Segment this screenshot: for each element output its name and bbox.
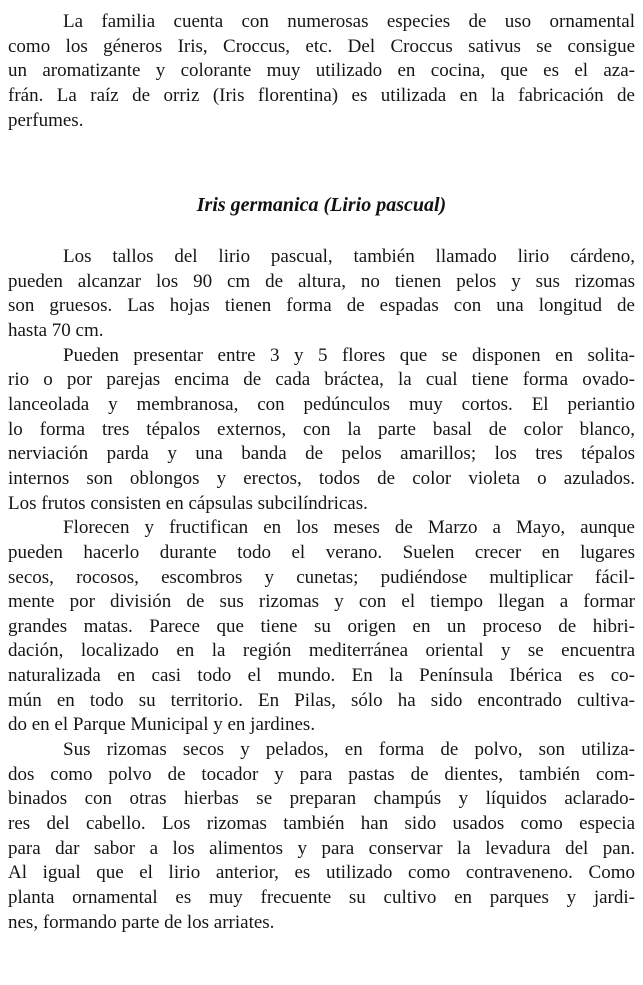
text-line: dación, localizado en la región mediterránea oriental y se encuentra — [8, 640, 635, 662]
text-line: mún en todo su territorio. En Pilas, sólo ha sido encontrado cultiva- — [8, 689, 635, 711]
text-line: frán. La raíz de orriz (Iris florentina) es utilizada en la fabricación de — [8, 84, 635, 106]
text-line: Pueden presentar entre 3 y 5 flores que se disponen en solita- — [63, 344, 635, 366]
body-paragraph-4 — [8, 738, 635, 935]
body-paragraph-3 — [8, 516, 635, 738]
text-line: do en el Parque Municipal y en jardines. — [8, 714, 316, 736]
text-line: son gruesos. Las hojas tienen forma de espadas con una longitud de — [8, 295, 635, 317]
text-line: planta ornamental es muy frecuente su cultivo en parques y jardi- — [8, 886, 635, 908]
text-line: pueden alcanzar los 90 cm de altura, no tienen pelos y sus rizomas — [8, 270, 635, 292]
text-line: perfumes. — [8, 109, 84, 131]
section-heading: Iris germanica (Lirio pascual) — [196, 194, 447, 217]
text-line: binados con otras hierbas se preparan champús y líquidos aclarado- — [8, 788, 635, 810]
body-paragraph-1 — [8, 245, 635, 344]
text-line: como los géneros Iris, Croccus, etc. Del Croccus sativus se consigue — [8, 35, 635, 57]
text-line: Sus rizomas secos y pelados, en forma de polvo, son utiliza- — [63, 739, 635, 761]
text-line: dos como polvo de tocador y para pastas de dientes, también com- — [8, 763, 635, 785]
text-line: Florecen y fructifican en los meses de Marzo a Mayo, aunque — [63, 517, 635, 539]
text-line: lo forma tres tépalos externos, con la parte basal de color blanco, — [8, 418, 635, 440]
text-line: mente por división de sus rizomas y con el tiempo llegan a formar — [8, 591, 635, 613]
text-line: rio o por parejas encima de cada bráctea, la cual tiene forma ovado- — [8, 369, 635, 391]
text-line: para dar sabor a los alimentos y para conservar la levadura del pan. — [8, 837, 635, 859]
body-paragraph-2 — [8, 344, 635, 516]
intro-paragraph — [8, 10, 635, 133]
text-line: lanceolada y membranosa, con pedúnculos muy cortos. El periantio — [8, 394, 635, 416]
text-line: nerviación parda y una banda de pelos amarillos; los tres tépalos — [8, 443, 635, 465]
text-line: pueden hacerlo durante todo el verano. Suelen crecer en lugares — [8, 541, 635, 563]
text-line: Al igual que el lirio anterior, es utilizado como contraveneno. Como — [8, 862, 635, 884]
text-line: grandes matas. Parece que tiene su origen en un proceso de hibri- — [8, 615, 635, 637]
text-line: nes, formando parte de los arriates. — [8, 911, 275, 933]
text-line: Los tallos del lirio pascual, también llamado lirio cárdeno, — [63, 246, 635, 268]
text-line: Los frutos consisten en cápsulas subcilíndricas. — [8, 492, 368, 514]
text-line: un aromatizante y colorante muy utilizado en cocina, que es el aza- — [8, 60, 635, 82]
text-line: naturalizada en casi todo el mundo. En la Península Ibérica es co- — [8, 665, 635, 687]
text-line: internos son oblongos y erectos, todos de color violeta o azulados. — [8, 467, 635, 489]
text-line: res del cabello. Los rizomas también han sido usados como especia — [8, 812, 635, 834]
text-line: secos, rocosos, escombros y cunetas; pudiéndose multiplicar fácil- — [8, 566, 635, 588]
text-line: hasta 70 cm. — [8, 320, 104, 342]
text-line: La familia cuenta con numerosas especies de uso ornamental — [63, 11, 635, 32]
